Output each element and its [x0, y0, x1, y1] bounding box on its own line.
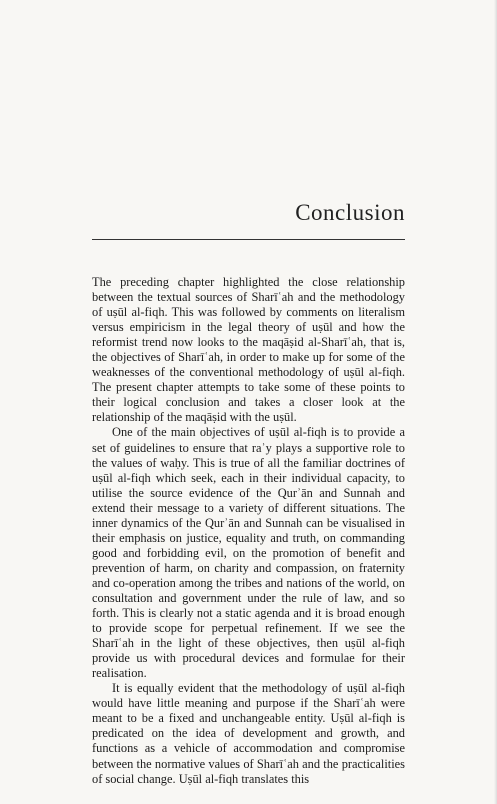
paragraph-2: One of the main objectives of uṣūl al-fiqh is to provide a set of guidelines to ensure that raʾy plays a supportive role to the values of waḥy. This is true of all the familiar doctrines of uṣūl al-fiqh which seek, each in their individual capacity, to utilise the source evidence of the Qurʾān and Sunnah and extend their message to a variety of different situations. The inner dynamics of the Qurʾān and Sunnah can be visualised in their emphasis on justice, equality and truth, on commanding good and forbidding evil, on the promotion of benefit and prevention of harm, on charity and compassion, on fraternity and co-operation among the tribes and nations of the world, on consultation and government under the rule of law, and so forth. This is clearly not a static agenda and it is broad enough to provide scope for perpetual refinement. If we see the Sharīʿah in the light of these objectives, then uṣūl al-fiqh provide us with procedural devices and formulae for their realisation. [92, 425, 405, 681]
title-rule [92, 239, 405, 240]
body-text [92, 275, 405, 787]
paragraph-1: The preceding chapter highlighted the close relationship between the textual sources of Sharīʿah and the methodology of uṣūl al-fiqh. This was followed by comments on literalism versus empiricism in the legal theory of uṣūl and how the reformist trend now looks to the maqāṣid al-Sharīʿah, that is, the objectives of Sharīʿah, in order to make up for some of the weaknesses of the conventional methodology of uṣūl al-fiqh. The present chapter attempts to take some of these points to their logical conclusion and takes a closer look at the relationship of the maqāṣid with the uṣūl. [92, 275, 405, 425]
chapter-title: Conclusion [295, 200, 405, 225]
paragraph-3: It is equally evident that the methodology of uṣūl al-fiqh would have little meaning and purpose if the Sharīʿah were meant to be a fixed and unchangeable entity. Uṣūl al-fiqh is predicated on the idea of development and growth, and functions as a vehicle of accommodation and compromise between the normative values of Sharīʿah and the practicalities of social change. Uṣūl al-fiqh translates this [92, 681, 405, 786]
